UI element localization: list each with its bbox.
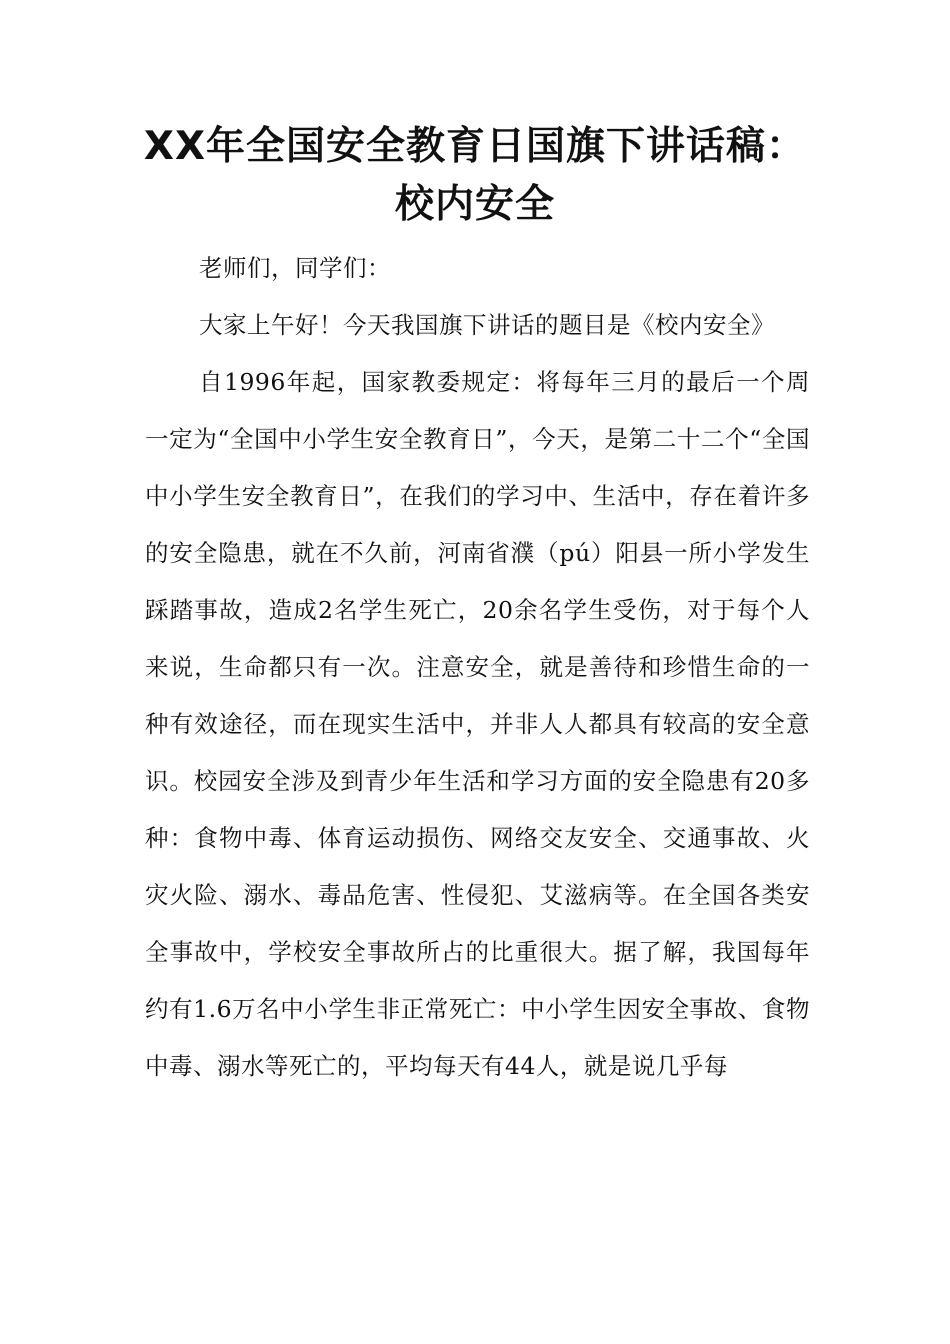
- document-title: XX年全国安全教育日国旗下讲话稿：校内安全: [143, 124, 807, 227]
- document-body: [145, 240, 810, 1095]
- main-paragraph: 自1996年起，国家教委规定：将每年三月的最后一个周一定为“全国中小学生安全教育日”，今天，是第二十二个“全国中小学生安全教育日”，在我们的学习中、生活中，存在着许多的安全隐患，就在不久前，河南省濮（pú）阳县一所小学发生踩踏事故，造成2名学生死亡，20余名学生受伤，对于每个人来说，生命都只有一次。注意安全，就是善待和珍惜生命的一种有效途径，而在现实生活中，并非人人都具有较高的安全意识。校园安全涉及到青少年生活和学习方面的安全隐患有20多种：食物中毒、体育运动损伤、网络交友安全、交通事故、火灾火险、溺水、毒品危害、性侵犯、艾滋病等。在全国各类安全事故中，学校安全事故所占的比重很大。据了解，我国每年约有1.6万名中小学生非正常死亡：中小学生因安全事故、食物中毒、溺水等死亡的，平均每天有44人，就是说几乎每: [145, 368, 810, 1080]
- greeting-paragraph: 老师们，同学们：: [199, 254, 392, 282]
- intro-paragraph: 大家上午好！今天我国旗下讲话的题目是《校内安全》: [199, 311, 776, 339]
